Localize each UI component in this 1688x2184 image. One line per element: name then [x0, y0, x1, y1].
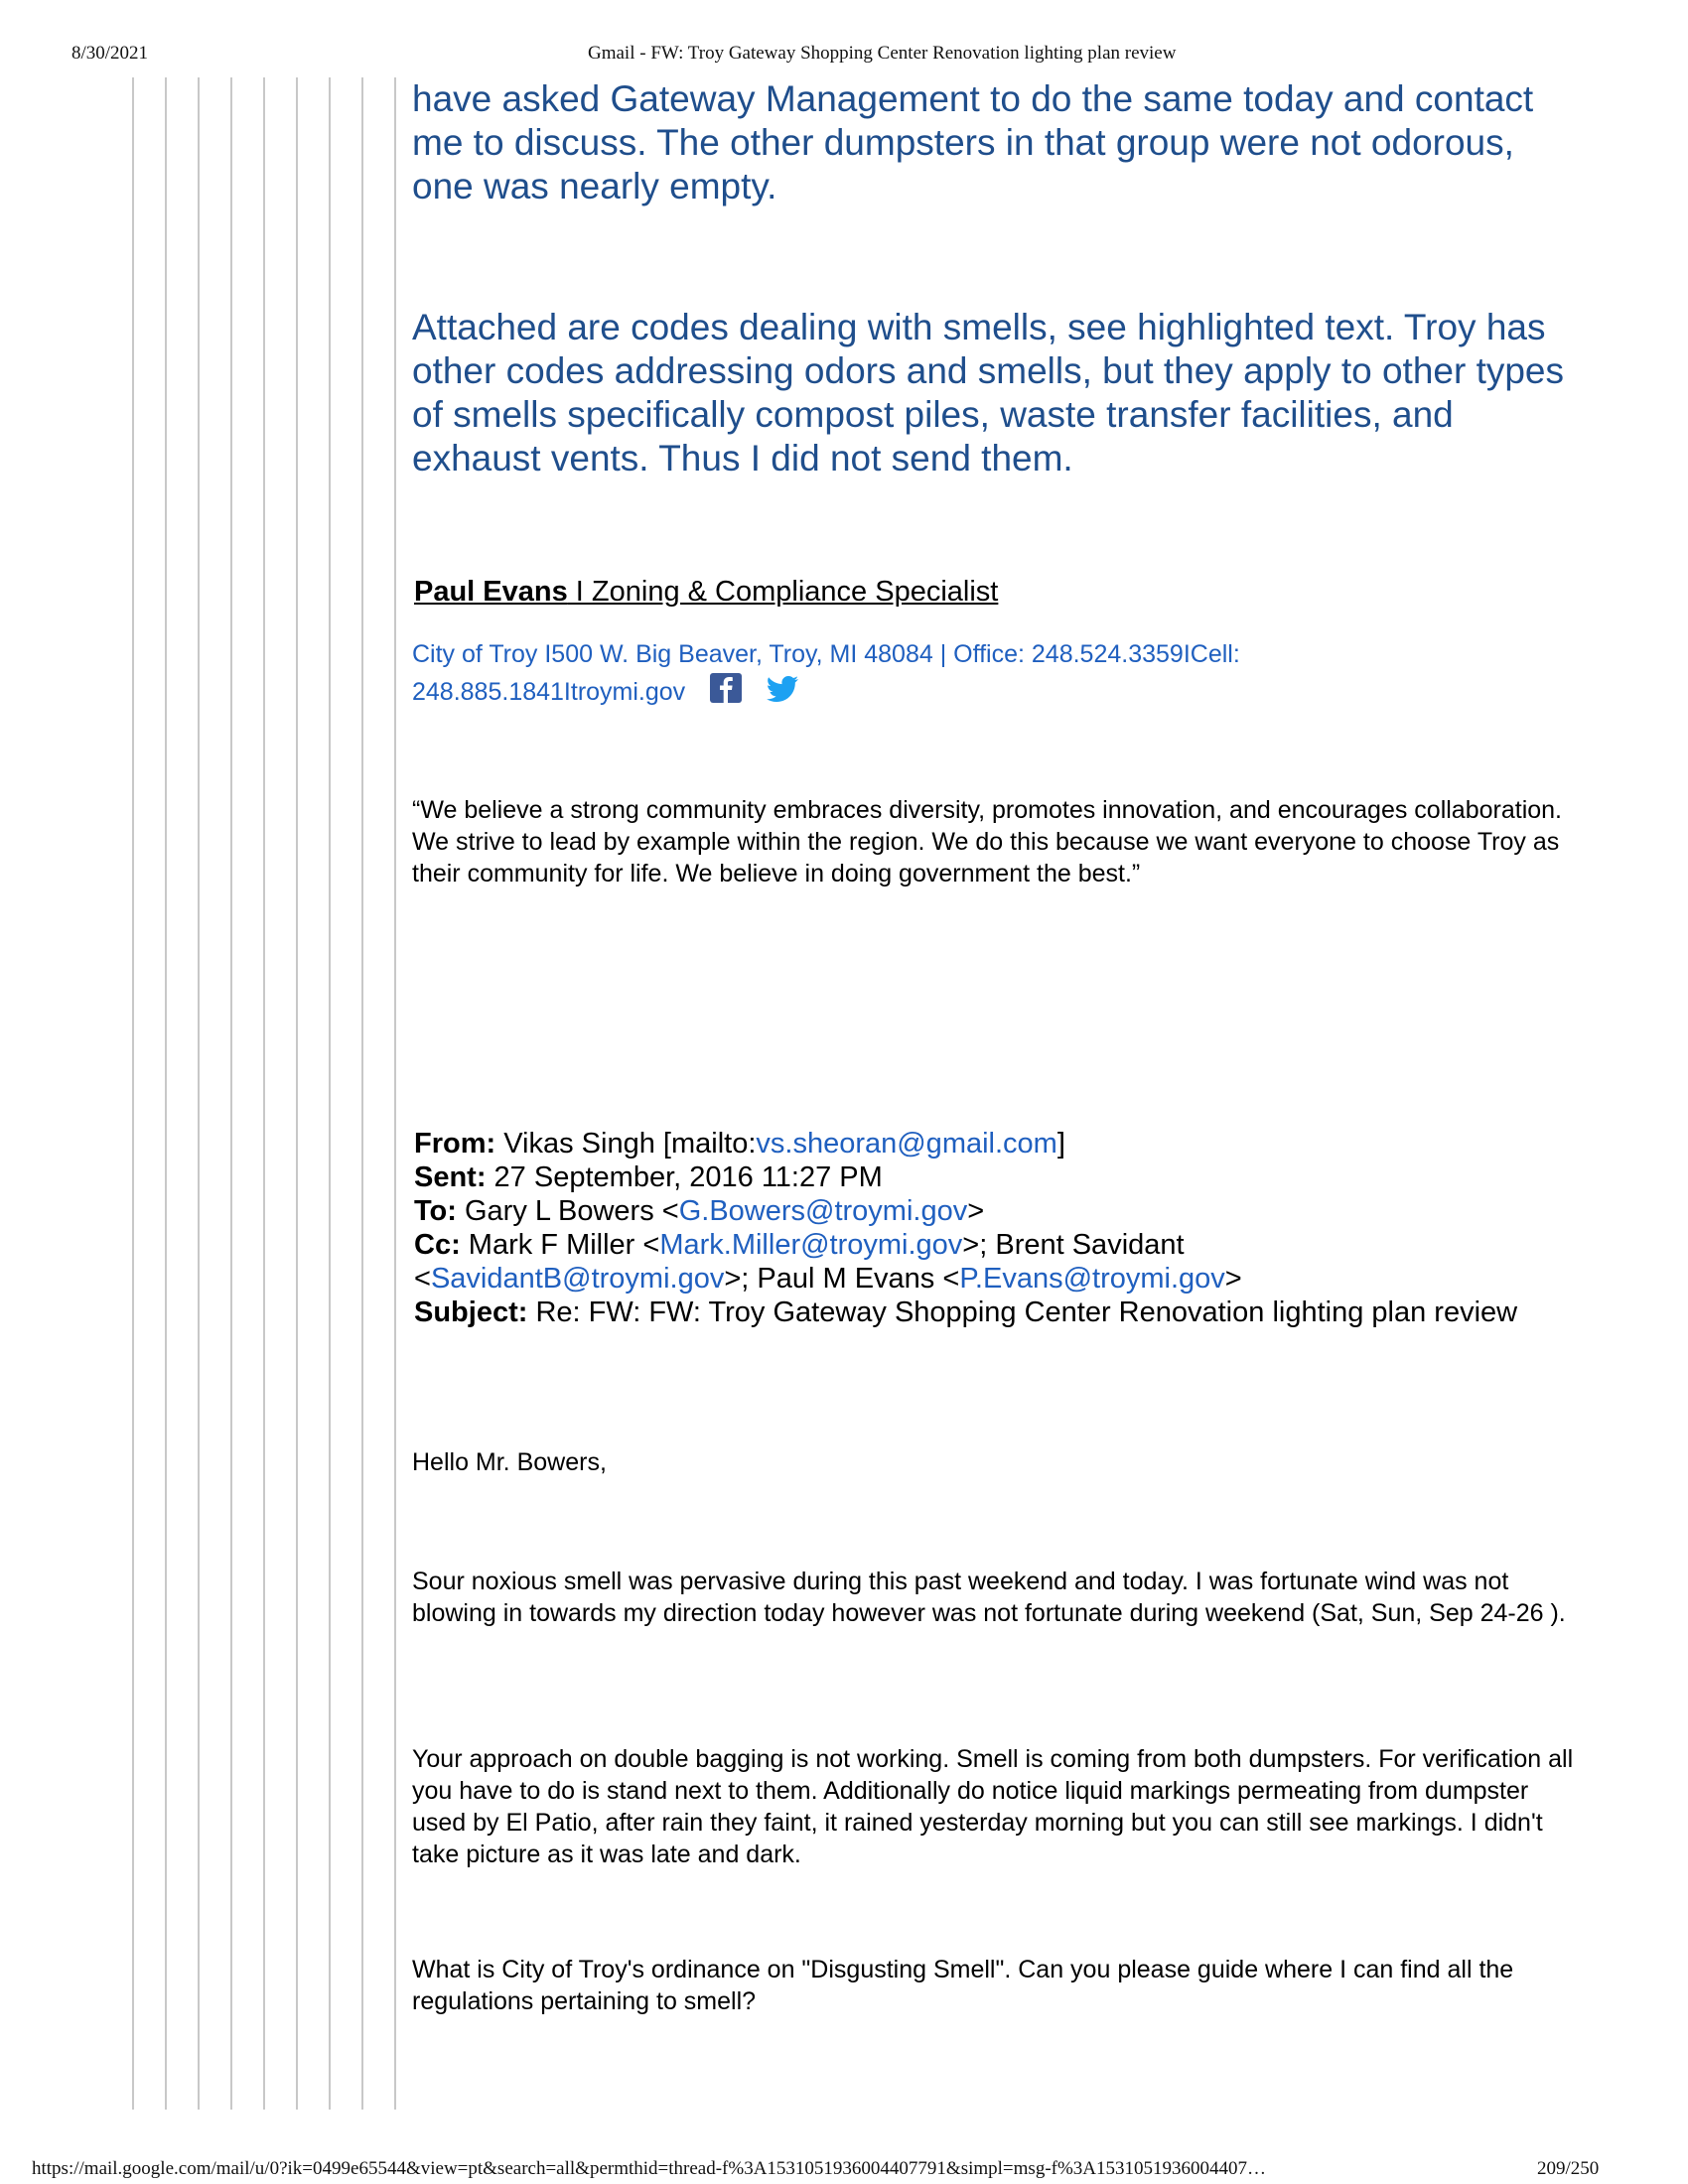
header-to	[414, 1194, 1546, 1228]
from-email-link[interactable]: vs.sheoran@gmail.com	[756, 1128, 1057, 1160]
from-label: From:	[414, 1128, 496, 1160]
reply-paragraph: have asked Gateway Management to do the same today and contact me to discuss. The other dumpsters in that group were not odorous, one was nearly empty.	[412, 78, 1534, 206]
header-cc	[414, 1228, 1546, 1262]
cc-email-link[interactable]: SavidantB@troymi.gov	[430, 1263, 725, 1295]
original-message-headers	[414, 1127, 1546, 1329]
header-from	[414, 1127, 1546, 1160]
signature-title: I Zoning & Compliance Specialist	[567, 576, 999, 608]
to-name: Gary L Bowers <	[456, 1195, 679, 1227]
signature-contact	[412, 635, 1405, 714]
cc-label: Cc:	[414, 1229, 461, 1261]
message-greeting: Hello Mr. Bowers,	[412, 1448, 607, 1476]
cc-separator: >; Brent Savidant	[962, 1229, 1185, 1261]
from-name: Vikas Singh [mailto:	[495, 1128, 757, 1160]
to-email-link[interactable]: G.Bowers@troymi.gov	[678, 1195, 968, 1227]
header-subject	[414, 1296, 1546, 1329]
quote-line	[198, 77, 200, 2110]
sent-label: Sent:	[414, 1161, 487, 1193]
message-paragraph: Your approach on double bagging is not working. Smell is coming from both dumpsters. For verification all you have to do is stand next to them. Additionally do notice liquid markings permeating from dumpster used by El Patio, after rain they faint, it rained yesterday morning but you can still see markings. I didn't take picture as it was late and dark.	[412, 1745, 1574, 1868]
page-number: 209/250	[1537, 2158, 1600, 2179]
quote-line	[296, 77, 298, 2110]
quote-line	[165, 77, 167, 2110]
cc-open: <	[414, 1263, 431, 1295]
quote-line	[132, 77, 134, 2110]
quote-line	[329, 77, 331, 2110]
quote-line	[394, 77, 396, 2110]
facebook-icon[interactable]	[710, 673, 742, 714]
sent-value: 27 September, 2016 11:27 PM	[486, 1161, 883, 1193]
signature-contact-line: City of Troy I500 W. Big Beaver, Troy, MI 48084 | Office: 248.524.3359ICell:	[412, 640, 1240, 668]
signature-name-line	[414, 576, 998, 609]
header-sent	[414, 1160, 1546, 1194]
cc-close: >	[1224, 1263, 1242, 1295]
signature-quote: “We believe a strong community embraces diversity, promotes innovation, and encourages collaboration. We strive to lead by example within the region. We do this because we want everyone to choose Troy as their community for life. We believe in doing government the best.”	[412, 796, 1562, 887]
twitter-icon[interactable]	[767, 675, 798, 713]
cc-separator: >; Paul M Evans <	[724, 1263, 960, 1295]
cc-email-link[interactable]: Mark.Miller@troymi.gov	[659, 1229, 963, 1261]
quote-line	[263, 77, 265, 2110]
quote-line	[361, 77, 363, 2110]
signature-contact-text: 248.885.1841Itroymi.gov	[412, 678, 686, 707]
subject-label: Subject:	[414, 1297, 528, 1328]
from-close: ]	[1056, 1128, 1065, 1160]
to-close: >	[967, 1195, 985, 1227]
signature-contact-line-2	[412, 673, 1405, 714]
subject-value: Re: FW: FW: Troy Gateway Shopping Center Renovation lighting plan review	[527, 1297, 1518, 1328]
to-label: To:	[414, 1195, 457, 1227]
quote-line	[230, 77, 232, 2110]
reply-paragraph: Attached are codes dealing with smells, see highlighted text. Troy has other codes addressing odors and smells, but they apply to other types of smells specifically compost piles, waste transfer facilities, and exhaust vents. Thus I did not send them.	[412, 307, 1565, 478]
print-date: 8/30/2021	[71, 43, 149, 64]
message-paragraph: Sour noxious smell was pervasive during this past weekend and today. I was fortunate wind was not blowing in towards my direction today however was not fortunate during weekend (Sat, Sun, Sep 24-26 ).	[412, 1568, 1566, 1627]
message-paragraph: What is City of Troy's ordinance on "Disgusting Smell". Can you please guide where I can find all the regulations pertaining to smell?	[412, 1956, 1514, 2015]
print-title: Gmail - FW: Troy Gateway Shopping Center Renovation lighting plan review	[588, 43, 1177, 64]
signature-name: Paul Evans	[414, 576, 568, 608]
cc-email-link[interactable]: P.Evans@troymi.gov	[959, 1263, 1225, 1295]
print-url: https://mail.google.com/mail/u/0?ik=0499e65544&view=pt&search=all&permthid=thread-f%3A1531051936004407791&simpl=msg-f%3A1531051936004407…	[32, 2158, 1267, 2179]
cc-name: Mark F Miller <	[460, 1229, 660, 1261]
header-cc-cont	[414, 1262, 1546, 1296]
